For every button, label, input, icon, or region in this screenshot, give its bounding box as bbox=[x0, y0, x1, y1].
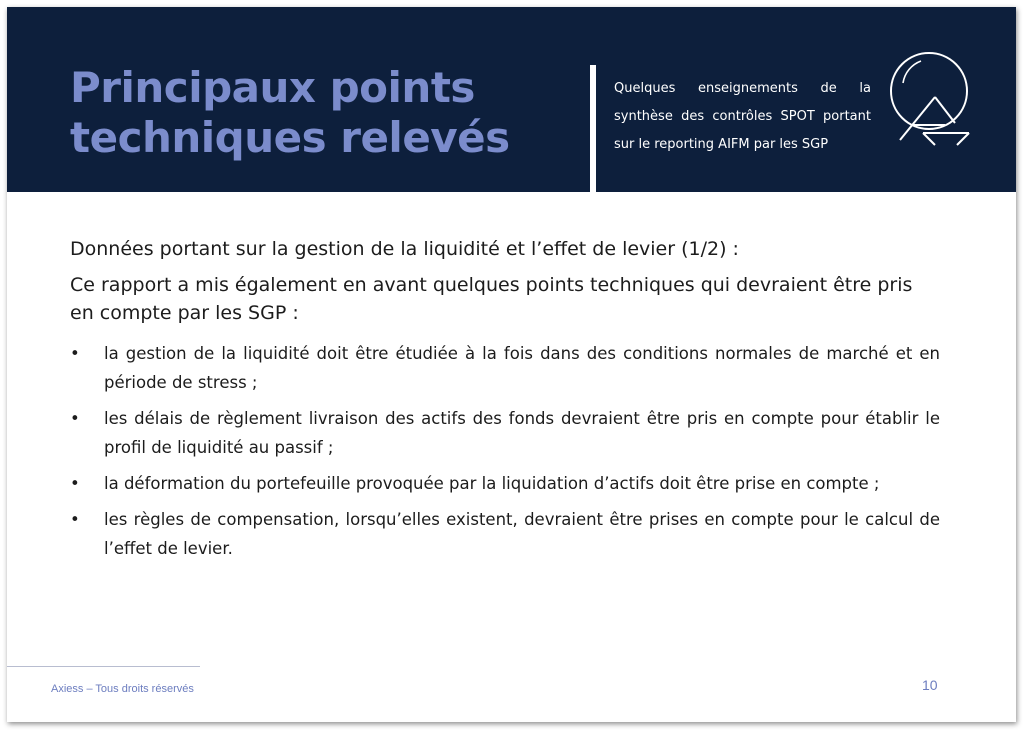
bullet-text: la déformation du portefeuille provoquée par la liquidation d’actifs doit être prise en compte ; bbox=[104, 474, 880, 493]
footer-copyright: Axiess – Tous droits réservés bbox=[51, 683, 194, 695]
slide-subtitle: Quelques enseignements de la synthèse des contrôles SPOT portant sur le reporting AIFM par les SGP bbox=[614, 81, 871, 152]
bullet-item bbox=[70, 404, 940, 462]
bullet-dot-icon: • bbox=[70, 474, 80, 493]
slide bbox=[7, 7, 1016, 722]
ferris-wheel-logo-icon bbox=[883, 45, 973, 147]
bullet-dot-icon: • bbox=[70, 510, 80, 529]
footer-divider bbox=[7, 666, 200, 667]
bullet-dot-icon: • bbox=[70, 344, 80, 363]
bullet-item bbox=[70, 505, 940, 563]
bullet-text: les délais de règlement livraison des actifs des fonds devraient être pris en compte pour établir le profil de liquidité au passif ; bbox=[104, 409, 940, 457]
intro-paragraph: Ce rapport a mis également en avant quelques points techniques qui devraient être pris en compte par les SGP : bbox=[70, 274, 913, 324]
slide-header bbox=[7, 7, 1016, 192]
slide-title: Principaux points techniques relevés bbox=[70, 63, 510, 162]
bullet-item bbox=[70, 469, 940, 498]
header-divider bbox=[590, 65, 596, 193]
slide-content bbox=[70, 235, 940, 570]
bullet-item bbox=[70, 339, 940, 397]
bullet-dot-icon: • bbox=[70, 409, 80, 428]
page-number: 10 bbox=[922, 677, 938, 693]
bullet-list bbox=[70, 339, 940, 563]
section-heading: Données portant sur la gestion de la liquidité et l’effet de levier (1/2) : bbox=[70, 238, 739, 260]
bullet-text: la gestion de la liquidité doit être étudiée à la fois dans des conditions normales de marché et en période de stress ; bbox=[104, 344, 940, 392]
bullet-text: les règles de compensation, lorsqu’elles existent, devraient être prises en compte pour le calcul de l’effet de levier. bbox=[104, 510, 940, 558]
